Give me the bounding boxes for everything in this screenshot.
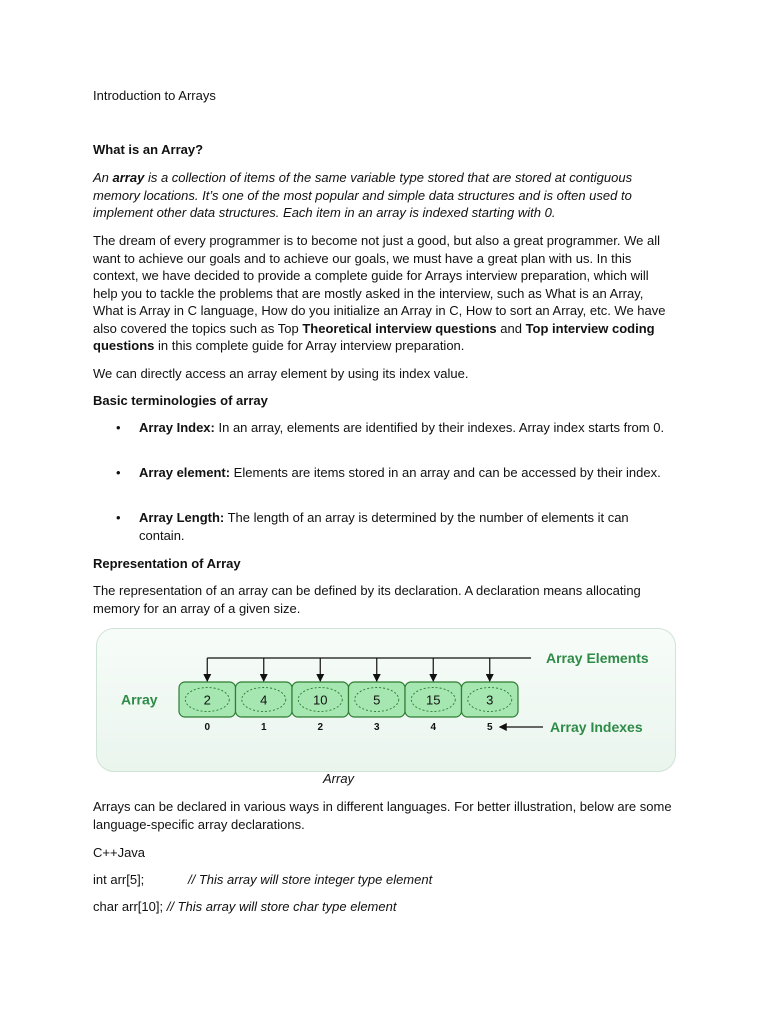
code-line-int — [93, 871, 676, 889]
intro-post: is a collection of items of the same variable type stored that are stored at contiguous memory locations. It’s one of the most popular and simple data structures and is often used to implement other data structures. Each item in an array is indexed starting with 0. — [93, 170, 633, 220]
document-title: Introduction to Arrays — [93, 88, 216, 103]
dream-text-2: and — [496, 320, 526, 336]
array-index-label: 1 — [260, 722, 267, 733]
array-index-label: 5 — [486, 722, 493, 733]
array-element-value: 5 — [373, 692, 381, 708]
dream-bold-coding: Top interview coding questions — [93, 320, 655, 353]
dream-bold-theoretical: Theoretical interview questions — [302, 320, 497, 336]
term-label: Array element: — [139, 465, 231, 480]
array-label: Array — [121, 691, 158, 708]
array-element-value: 2 — [203, 692, 211, 708]
array-diagram — [96, 628, 676, 772]
code-int-declaration: int arr[5]; — [93, 872, 145, 887]
dream-paragraph — [93, 232, 676, 355]
array-elements-label: Array Elements — [546, 650, 649, 666]
bullet-marker: • — [116, 510, 121, 525]
representation-paragraph: The representation of an array can be defined by its declaration. A declaration means allocating memory for an array of a given size. — [93, 583, 641, 616]
term-array-index — [139, 419, 674, 437]
term-description: In an array, elements are identified by their indexes. Array index starts from 0. — [214, 420, 665, 435]
code-char-declaration: char arr[10]; — [93, 899, 167, 914]
array-element-value: 4 — [260, 692, 268, 708]
diagram-caption: Array — [323, 771, 355, 786]
array-element-value: 3 — [486, 692, 494, 708]
access-paragraph: We can directly access an array element by using its index value. — [93, 366, 469, 381]
language-tabs: C++Java — [93, 845, 146, 860]
code-int-comment: // This array will store integer type element — [188, 872, 433, 887]
array-element-value: 10 — [313, 692, 328, 708]
intro-pre: An — [93, 170, 113, 185]
array-element-value: 15 — [426, 692, 441, 708]
bullet-marker: • — [116, 465, 121, 480]
bullet-marker: • — [116, 420, 121, 435]
heading-what-is-array: What is an Array? — [93, 142, 204, 157]
array-index-label: 2 — [317, 722, 324, 733]
heading-basic-terminologies: Basic terminologies of array — [93, 393, 268, 408]
intro-bold-array: array — [112, 170, 145, 185]
term-label: Array Index: — [139, 420, 215, 435]
term-array-length — [139, 509, 674, 544]
array-diagram-svg — [97, 629, 675, 771]
code-line-char — [93, 898, 676, 916]
declare-paragraph: Arrays can be declared in various ways in different languages. For better illustration, below are some language-specific array declarations. — [93, 799, 672, 832]
intro-paragraph — [93, 169, 676, 222]
term-array-element — [139, 464, 674, 482]
array-index-label: 4 — [430, 722, 437, 733]
term-description: The length of an array is determined by the number of elements it can contain. — [139, 510, 629, 543]
code-char-comment: // This array will store char type element — [166, 899, 397, 914]
term-description: Elements are items stored in an array and can be accessed by their index. — [230, 465, 661, 480]
array-index-label: 3 — [373, 722, 380, 733]
heading-representation: Representation of Array — [93, 556, 241, 571]
dream-text-1: The dream of every programmer is to become not just a good, but also a great programmer. We all want to achieve our goals and to achieve our goals, we must have a great plan with us. In this context, we have decided to provide a complete guide for Arrays interview preparation, which will help you to tackle the problems that are mostly asked in the interview, such as What is an Array, What is Array in C language, How do you initialize an Array in C, How to sort an Array, etc. We have also covered the topics such as Top — [93, 233, 666, 336]
array-indexes-label: Array Indexes — [550, 719, 643, 735]
array-index-label: 0 — [204, 722, 211, 733]
dream-text-3: in this complete guide for Array interview preparation. — [154, 338, 465, 353]
term-label: Array Length: — [139, 510, 225, 525]
